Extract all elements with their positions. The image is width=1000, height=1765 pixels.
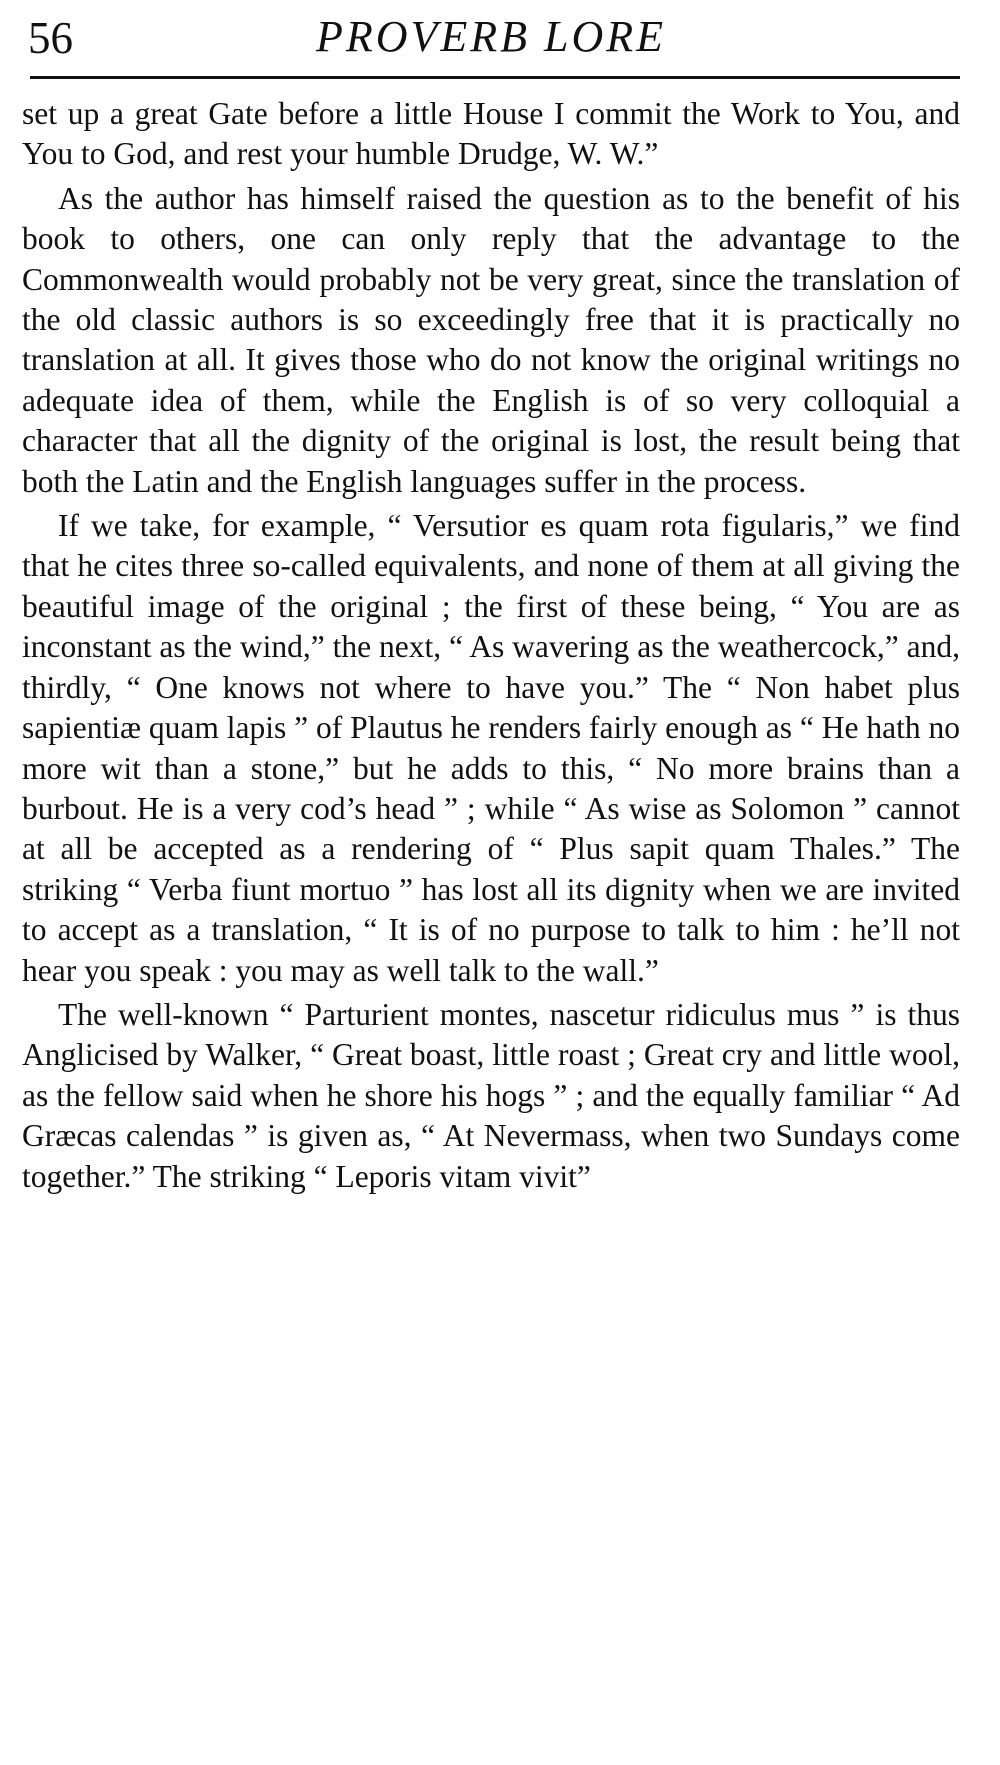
page-header: [22, 8, 960, 74]
running-title: PROVERB LORE: [315, 12, 667, 61]
book-page: [22, 8, 960, 1753]
page-number: 56: [28, 13, 73, 63]
header-rule: [30, 76, 960, 79]
paragraph-continued: set up a great Gate before a little House I commit the Work to You, and You to God, and rest your humble Drudge, W. W.”: [22, 96, 960, 172]
paragraph-author-question: As the author has himself raised the question as to the benefit of his book to others, one can only reply that the advantage to the Commonwealth would probably not be very great, since the translation of the old classic authors is so exceedingly free that it is practically no translation at all. It gives those who do not know the original writings no adequate idea of them, while the English is of so very colloquial a character that all the dignity of the original is lost, the result being that both the Latin and the English languages suffer in the process.: [22, 180, 960, 499]
paragraph-example-versutior: If we take, for example, “ Versutior es quam rota figularis,” we find that he cites three so-called equivalents, and none of them at all giving the beautiful image of the original ; the first of these being, “ You are as inconstant as the wind,” the next, “ As wavering as the weathercock,” and, thirdly, “ One knows not where to have you.” The “ Non habet plus sapientiæ quam lapis ” of Plautus he renders fairly enough as “ He hath no more wit than a stone,” but he adds to this, “ No more brains than a burbout. He is a very cod’s head ” ; while “ As wise as Solomon ” cannot at all be accepted as a rendering of “ Plus sapit quam Thales.” The striking “ Verba fiunt mortuo ” has lost all its dignity when we are invited to accept as a translation, “ It is of no purpose to talk to him : he’ll not hear you speak : you may as well talk to the wall.”: [22, 508, 960, 988]
paragraph-parturient-montes: The well-known “ Parturient montes, nascetur ridiculus mus ” is thus Anglicised by Walker, “ Great boast, little roast ; Great cry and little wool, as the fellow said when he shore his hogs ” ; and the equally familiar “ Ad Græcas calendas ” is given as, “ At Nevermass, when two Sundays come together.” The striking “ Leporis vitam vivit”: [22, 996, 960, 1194]
body-text: [22, 94, 960, 1201]
